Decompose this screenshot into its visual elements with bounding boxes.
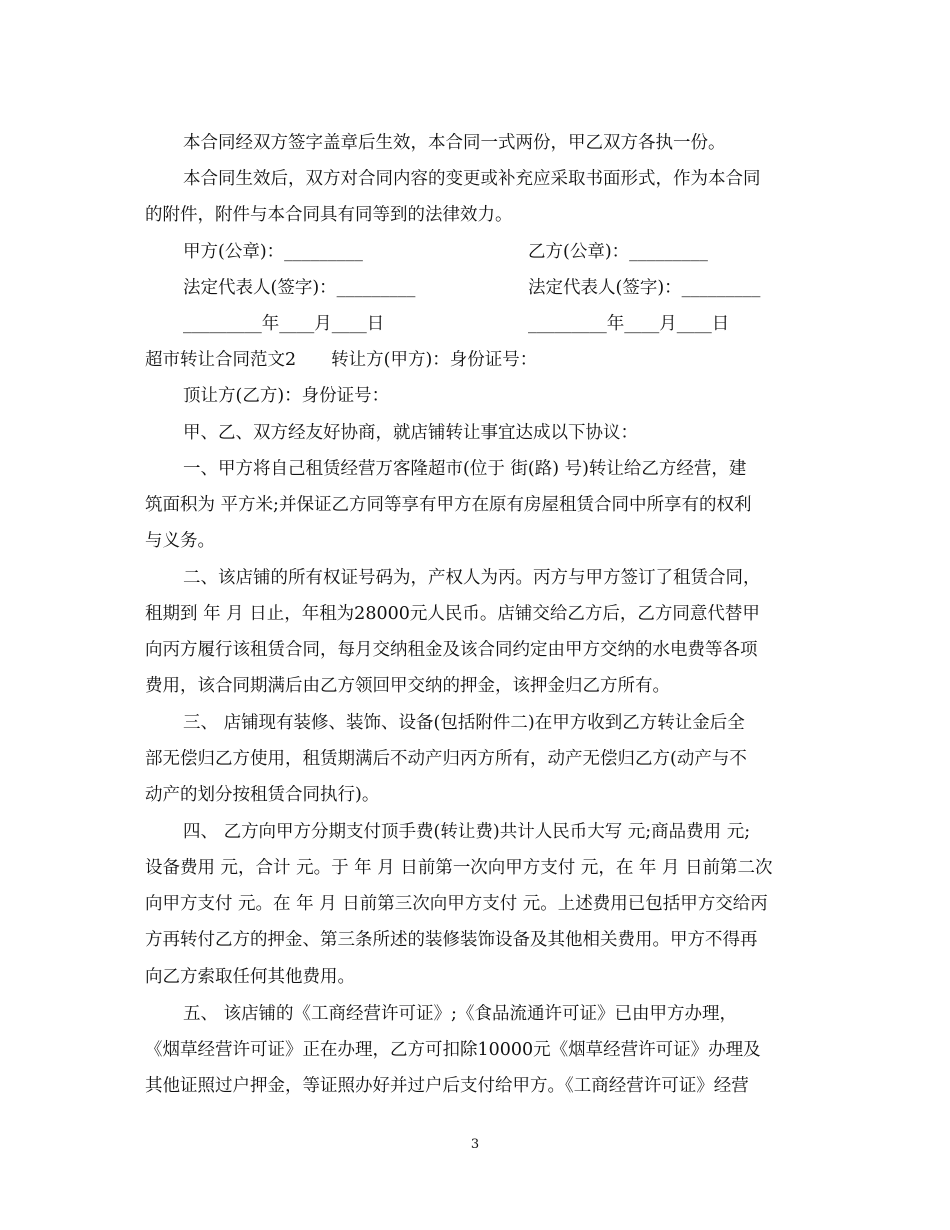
clause-3-line: 动产的划分按租赁合同执行)。	[145, 785, 380, 805]
text-line: 的附件，附件与本合同具有同等到的法律效力。	[145, 205, 513, 225]
clause-5-line: 五、 该店铺的《工商经营许可证》;《食品流通许可证》已由甲方办理，	[183, 1004, 737, 1024]
party-b-seal-field: 乙方(公章)：_________	[528, 242, 708, 262]
section-heading: 超市转让合同范文2 转让方(甲方)：身份证号：	[145, 350, 538, 370]
party-a-representative-field: 法定代表人(签字)：_________	[183, 278, 416, 298]
clause-3-line: 三、 店铺现有装修、装饰、设备(包括附件二)在甲方收到乙方转让金后全	[183, 713, 745, 733]
clause-1-line: 筑面积为 平方米;并保证乙方同等享有甲方在原有房屋租赁合同中所享有的权利	[145, 495, 752, 515]
clause-5-line: 其他证照过户押金，等证照办好并过户后支付给甲方。《工商经营许可证》经营	[145, 1076, 749, 1096]
clause-4-line: 向乙方索取任何其他费用。	[145, 967, 355, 987]
page-number: 3	[470, 1137, 480, 1152]
clause-4-line: 向甲方支付 元。在 年 月 日前第三次向甲方支付 元。上述费用已包括甲方交给丙	[145, 894, 768, 914]
party-b-date-field: _________年____月____日	[528, 314, 730, 334]
clause-4-line: 设备费用 元，合计 元。于 年 月 日前第一次向甲方支付 元，在 年 月 日前第二次	[145, 858, 773, 878]
text-line: 本合同经双方签字盖章后生效，本合同一式两份，甲乙双方各执一份。	[183, 133, 726, 153]
text-line: 甲、乙、双方经友好协商，就店铺转让事宜达成以下协议：	[183, 423, 638, 443]
clause-3-line: 部无偿归乙方使用，租赁期满后不动产归丙方所有，动产无偿归乙方(动产与不	[145, 749, 747, 769]
clause-2-line: 向丙方履行该租赁合同，每月交纳租金及该合同约定由甲方交纳的水电费等各项	[145, 640, 758, 660]
party-a-date-field: _________年____月____日	[183, 314, 385, 334]
text-line: 本合同生效后，双方对合同内容的变更或补充应采取书面形式，作为本合同	[183, 169, 761, 189]
clause-2-line: 租期到 年 月 日止，年租为28000元人民币。店铺交给乙方后，乙方同意代替甲	[145, 604, 760, 624]
clause-2-line: 二、该店铺的所有权证号码为，产权人为丙。丙方与甲方签订了租赁合同，	[183, 568, 761, 588]
clause-1-line: 一、甲方将自己租赁经营万客隆超市(位于 街(路) 号)转让给乙方经营，建	[183, 459, 747, 479]
party-b-representative-field: 法定代表人(签字)：_________	[528, 278, 761, 298]
clause-1-line: 与义务。	[145, 531, 215, 551]
party-a-seal-field: 甲方(公章)：_________	[183, 242, 363, 262]
clause-2-line: 费用，该合同期满后由乙方领回甲交纳的押金，该押金归乙方所有。	[145, 676, 670, 696]
clause-5-line: 《烟草经营许可证》正在办理，乙方可扣除10000元《烟草经营许可证》办理及	[145, 1040, 761, 1060]
clause-4-line: 方再转付乙方的押金、第三条所述的装修装饰设备及其他相关费用。甲方不得再	[145, 930, 758, 950]
clause-4-line: 四、 乙方向甲方分期支付顶手费(转让费)共计人民币大写 元;商品费用 元;	[183, 822, 751, 842]
text-line: 顶让方(乙方)：身份证号：	[183, 386, 390, 406]
